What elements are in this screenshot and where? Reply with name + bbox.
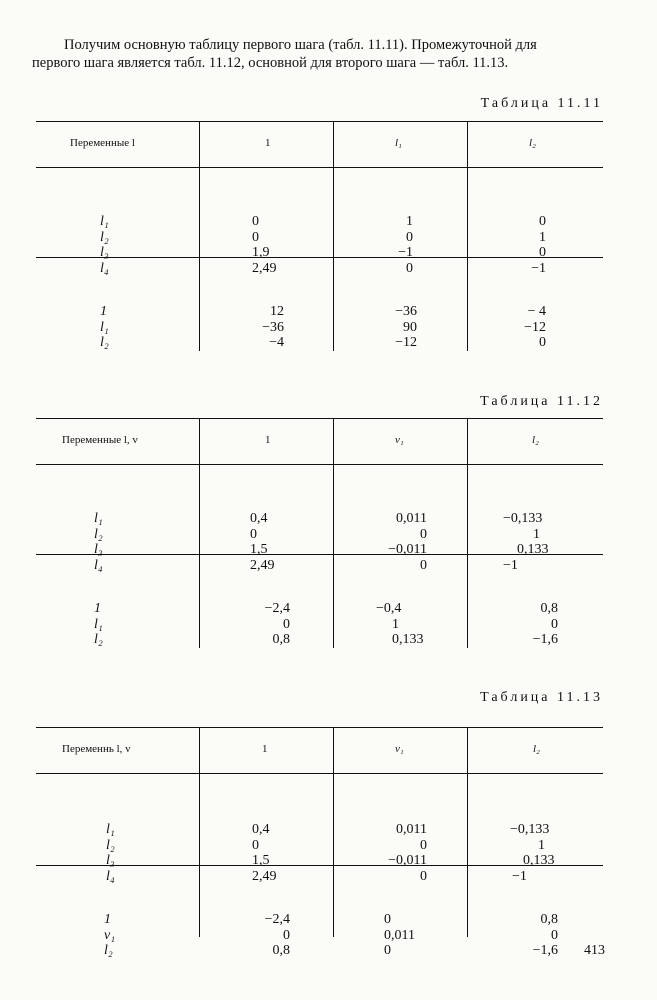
table-2-block2-col1: −2,4 0 0,8 xyxy=(264,601,290,647)
table-3-header-l2: l₂ xyxy=(533,743,540,755)
table-1-block1-col1: 0 0 1,9 2,49 xyxy=(252,214,277,276)
table-3-header-variables: Переменнь l, v xyxy=(62,743,131,755)
table-2-caption: Таблица 11.12 xyxy=(480,394,603,409)
table-1-header-l1: l₁ xyxy=(395,137,402,149)
table-1-header-l2: l₂ xyxy=(529,137,536,149)
table-3-header-1: 1 xyxy=(262,743,268,755)
table-3-block2-col0: 1 v₁ l₂ xyxy=(104,912,116,958)
table-2-block2-col0: 1 l₁ l₂ xyxy=(94,601,103,647)
table-1 xyxy=(36,121,603,351)
table-2-header-v1: v₁ xyxy=(395,434,404,446)
table-3-block2-col2: 0 0,011 0 xyxy=(384,912,415,958)
table-1-header-variables: Переменные l xyxy=(70,137,135,149)
table-1-header-1: 1 xyxy=(265,137,271,149)
table-3-block1-col3: −0,133 1 0,133 −1 xyxy=(510,822,555,884)
table-1-block1-col2: 1 0 −1 0 xyxy=(398,214,413,276)
table-3-block1-col2: 0,011 0 −0,011 0 xyxy=(388,822,427,884)
intro-paragraph xyxy=(32,36,612,72)
table-1-block1-col3: 0 1 0 −1 xyxy=(531,214,546,276)
table-2-block1-col3: −0,133 1 0,133 −1 xyxy=(503,511,549,573)
table-2 xyxy=(36,418,603,648)
table-3-block1-col1: 0,4 0 1,5 2,49 xyxy=(252,822,277,884)
intro-line-1: Получим основную таблицу первого шага (табл. 11.11). Промежуточной для xyxy=(64,37,537,53)
table-2-header-1: 1 xyxy=(265,434,271,446)
table-2-header-l2: l₂ xyxy=(532,434,539,446)
table-1-caption: Таблица 11.11 xyxy=(480,96,603,111)
table-2-block2-col3: 0,8 0 −1,6 xyxy=(532,601,558,647)
table-1-block2-col2: −36 90 −12 xyxy=(395,304,417,350)
table-2-block2-col2: −0,4 1 0,133 xyxy=(376,601,424,647)
table-3-block2-col3: 0,8 0 −1,6 xyxy=(532,912,558,958)
table-1-block2-col1: 12 −36 −4 xyxy=(262,304,284,350)
table-2-block1-col2: 0,011 0 −0,011 0 xyxy=(388,511,427,573)
table-1-block2-col0: 1 l₁ l₂ xyxy=(100,304,109,350)
table-1-block2-col3: − 4 −12 0 xyxy=(524,304,546,350)
table-3-block2-col1: −2,4 0 0,8 xyxy=(264,912,290,958)
table-2-header-variables: Переменные l, v xyxy=(62,434,138,446)
table-3-caption: Таблица 11.13 xyxy=(480,690,603,705)
table-3-block1-col0: l₁ l₂ l₃ l₄ xyxy=(106,822,115,884)
table-3-header-v1: v₁ xyxy=(395,743,404,755)
table-2-block1-col1: 0,4 0 1,5 2,49 xyxy=(250,511,275,573)
intro-line-2: первого шага является табл. 11.12, основной для второго шага — табл. 11.13. xyxy=(32,55,509,71)
page-number: 413 xyxy=(584,943,605,958)
table-1-block1-col0: l₁ l₂ l₃ l₄ xyxy=(100,214,109,276)
table-2-block1-col0: l₁ l₂ l₃ l₄ xyxy=(94,511,103,573)
